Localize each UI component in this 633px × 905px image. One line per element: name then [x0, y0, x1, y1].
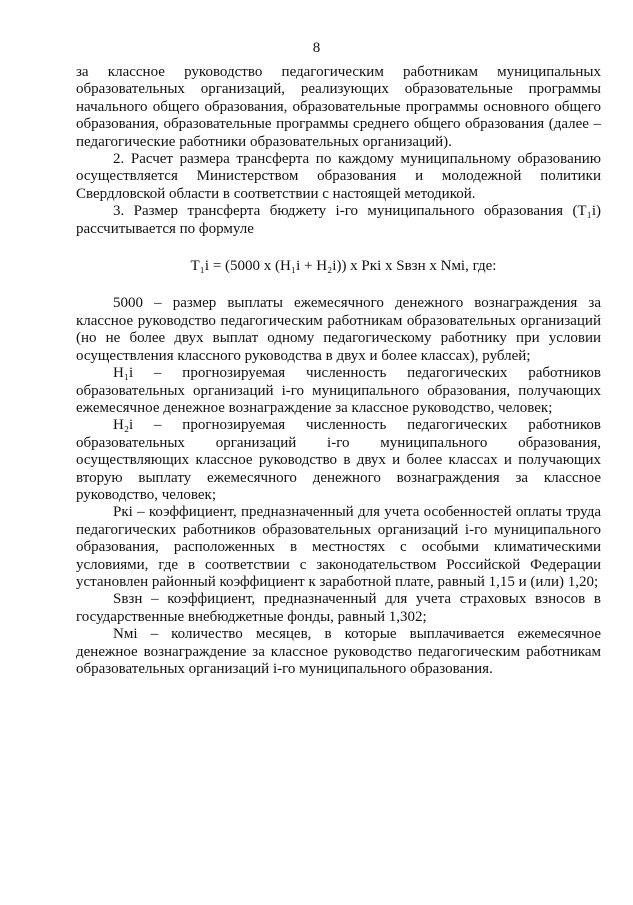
- definition-h1i: Н₁i – прогнозируемая численность педагогических работников образовательных организаций i-го муниципального образования, получающих ежемесячное денежное вознаграждение за классное руководство, человек;: [76, 365, 601, 416]
- definition-svzn: Sвзн – коэффициент, предназначенный для учета страховых взносов в государственные внебюджетные фонды, равный 1,302;: [76, 591, 601, 625]
- transfer-formula: Т₁i = (5000 х (Н₁i + Н₂i)) х Ркi х Sвзн х Nмi, где:: [190, 258, 497, 275]
- paragraph-item-3: 3. Размер трансферта бюджету i-го муниципального образования (Т₁i) рассчитывается по формуле: [76, 203, 601, 237]
- definition-h2i: Н₂i – прогнозируемая численность педагогических работников образовательных организаций i-го муниципального образования, осуществляющих классное руководство в двух и более классах и получающих вторую выплату ежемесячного денежного вознаграждения за классное руководство, человек;: [76, 417, 601, 503]
- definition-rki: Ркi – коэффициент, предназначенный для учета особенностей оплаты труда педагогических работников образовательных организаций i-го муниципального образования, расположенных в местностях с особыми климатическими условиями, где в соответствии с законодательством Российской Федерации установлен районный коэффициент к заработной плате, равный 1,15 и (или) 1,20;: [76, 504, 601, 590]
- paragraph-item-2: 2. Расчет размера трансферта по каждому муниципальному образованию осуществляется Министерством образования и молодежной политики Свердловской области в соответствии с настоящей методикой.: [76, 151, 601, 202]
- document-body: [76, 64, 601, 678]
- page-number: 8: [312, 40, 321, 56]
- paragraph-continuation: за классное руководство педагогическим работникам муниципальных образовательных организаций, реализующих образовательные программы начального общего образования, образовательные программы основного общего образования, образовательные программы среднего общего образования (далее – педагогические работники образовательных организаций).: [76, 64, 601, 150]
- definition-nmi: Nмi – количество месяцев, в которые выплачивается ежемесячное денежное вознаграждение за классное руководство педагогическим работникам образовательных организаций i-го муниципального образования.: [76, 626, 601, 677]
- definition-5000: 5000 – размер выплаты ежемесячного денежного вознаграждения за классное руководство педагогическим работникам образовательных организаций (но не более двух выплат одному педагогическому работнику при условии осуществления классного руководства в двух и более классах), рублей;: [76, 295, 601, 364]
